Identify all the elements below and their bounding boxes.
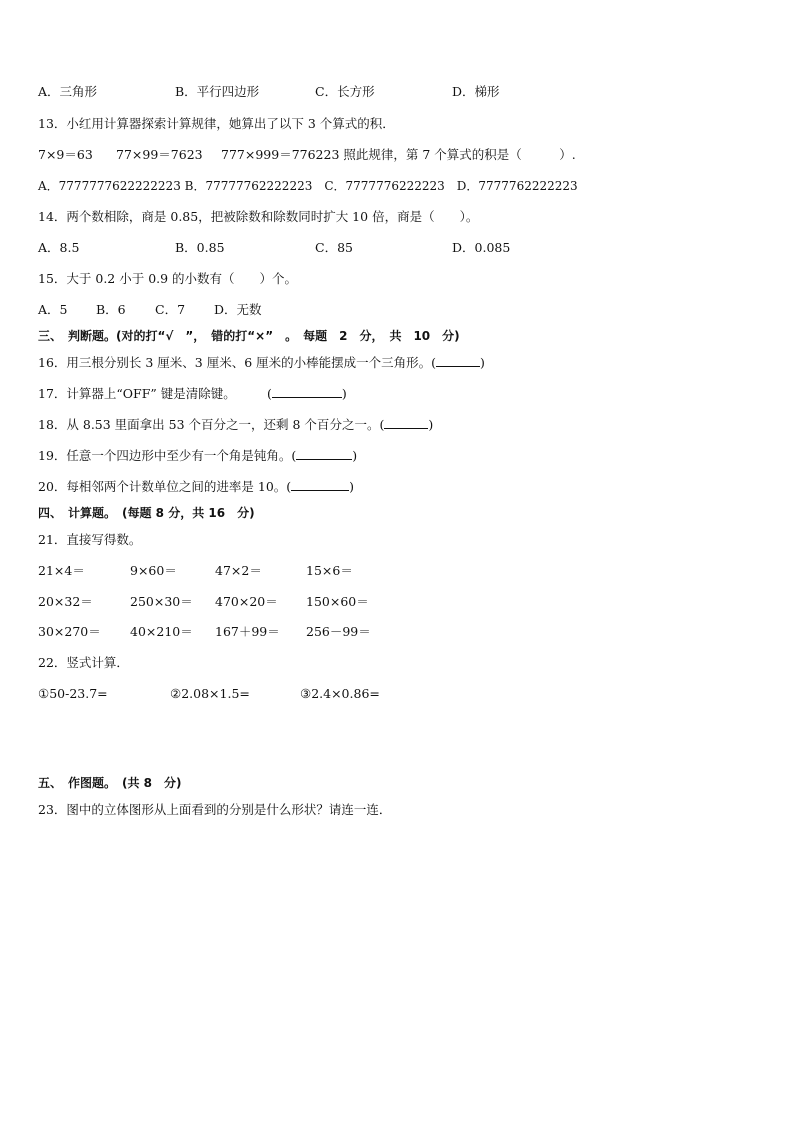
q19-answer-blank[interactable]	[296, 448, 352, 460]
q21-problem: 150×60＝	[306, 594, 369, 609]
q12-option-a: A．三角形	[38, 84, 98, 99]
q13-stem: 13．小红用计算器探索计算规律，她算出了以下 3 个算式的积．	[38, 116, 395, 131]
q22-item-3: ③2.4×0.86=	[300, 686, 380, 701]
q21-problem: 20×32＝	[38, 594, 93, 609]
q13-eq1: 7×9＝63	[38, 147, 93, 162]
q15-option-c: C．7	[155, 302, 186, 317]
q21-problem: 167＋99＝	[215, 624, 280, 639]
q21-problem: 47×2＝	[215, 563, 262, 578]
q14-option-a: A．8.5	[38, 240, 80, 255]
q17	[38, 386, 347, 402]
q13-eq2: 77×99＝7623	[116, 147, 203, 162]
q23-stem: 23．图中的立体图形从上面看到的分别是什么形状？请连一连．	[38, 802, 392, 817]
q18-answer-blank[interactable]	[384, 417, 428, 429]
q19-close-paren: )	[352, 448, 358, 463]
q16-text: 16．用三根分别长 3 厘米、3 厘米、6 厘米的小棒能摆成一个三角形。(	[38, 355, 437, 370]
q20-answer-blank[interactable]	[291, 479, 349, 491]
section3-title: 三、 判断题。(对的打“√ ”， 错的打“×” 。 每题 2 分， 共 10 分)	[38, 329, 460, 343]
q21-problem: 15×6＝	[306, 563, 353, 578]
q14-option-c: C．85	[315, 240, 353, 255]
q16	[38, 355, 485, 371]
q19-text: 19．任意一个四边形中至少有一个角是钝角。(	[38, 448, 297, 463]
q15-stem: 15．大于 0.2 小于 0.9 的小数有（ ）个。	[38, 271, 298, 286]
q12-option-b: B．平行四边形	[175, 84, 260, 99]
q17-close-paren: )	[341, 386, 347, 401]
section5-title: 五、 作图题。 (共 8 分)	[38, 776, 182, 790]
q22-item-2: ②2.08×1.5=	[170, 686, 250, 701]
q14-option-d: D．0.085	[452, 240, 511, 255]
q22-item-1: ①50-23.7=	[38, 686, 108, 701]
q15-option-a: A．5	[38, 302, 68, 317]
q18-text: 18．从 8.53 里面拿出 53 个百分之一，还剩 8 个百分之一。(	[38, 417, 385, 432]
q14-option-b: B．0.85	[175, 240, 225, 255]
q17-text: 17．计算器上“OFF” 键是清除键。 (	[38, 386, 272, 401]
q13-options: A．7777777622222223 B．77777762222223 C．7777776222223 D．7777762222223	[38, 179, 578, 193]
q16-close-paren: )	[480, 355, 485, 370]
q22-stem: 22．竖式计算．	[38, 655, 129, 670]
q20	[38, 479, 354, 495]
section4-title: 四、 计算题。 (每题 8 分，共 16 分)	[38, 506, 255, 520]
q15-option-b: B．6	[96, 302, 126, 317]
q21-problem: 40×210＝	[130, 624, 193, 639]
q21-problem: 470×20＝	[215, 594, 278, 609]
q21-problem: 256－99＝	[306, 624, 371, 639]
q15-option-d: D．无数	[214, 302, 262, 317]
q19	[38, 448, 357, 464]
q21-problem: 9×60＝	[130, 563, 177, 578]
q21-problem: 30×270＝	[38, 624, 101, 639]
q18	[38, 417, 433, 433]
q18-close-paren: )	[428, 417, 434, 432]
q12-option-d: D．梯形	[452, 84, 500, 99]
q17-answer-blank[interactable]	[272, 386, 342, 398]
q12-option-c: C．长方形	[315, 84, 375, 99]
q13-eq3: 777×999＝776223 照此规律，第 7 个算式的积是（ ）.	[221, 147, 576, 162]
q20-text: 20．每相邻两个计数单位之间的进率是 10。(	[38, 479, 292, 494]
q20-close-paren: )	[349, 479, 355, 494]
q16-answer-blank[interactable]	[436, 355, 480, 367]
q21-problem: 250×30＝	[130, 594, 193, 609]
q21-problem: 21×4＝	[38, 563, 85, 578]
q14-stem: 14．两个数相除，商是 0.85，把被除数和除数同时扩大 10 倍，商是（ ）。	[38, 209, 479, 224]
q21-stem: 21．直接写得数。	[38, 532, 142, 547]
